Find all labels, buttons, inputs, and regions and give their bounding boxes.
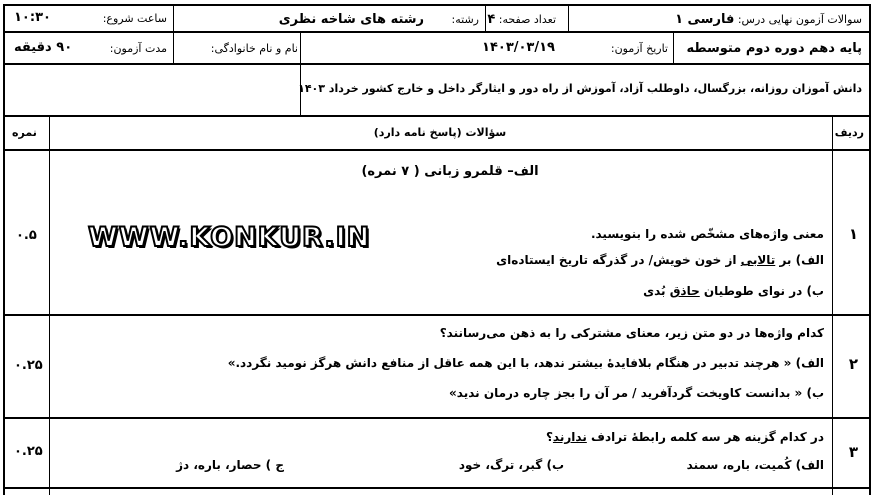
field-value: رشته های شاخه نظری (278, 12, 425, 27)
question-2-prompt: کدام واژه‌ها در دو متن زیر، معنای مشترکی را به ذهن می‌رسانند؟ (439, 326, 824, 340)
column-questions-header: سؤالات (پاسخ نامه دارد) (373, 126, 507, 139)
question-3-option-a: الف) کُمیت، باره، سمند (686, 458, 824, 472)
date-label: تاریخ آزمون: (610, 42, 668, 55)
question-3-option-c: ج ) حصار، باره، دژ (176, 458, 284, 472)
name-label: نام و نام خانوادگی: (210, 42, 298, 55)
question-3-score: ۰.۲۵ (14, 444, 43, 459)
exam-label: سوالات آزمون نهایی درس: (737, 13, 862, 26)
text: ؟ (545, 430, 553, 444)
exam-subject-line (675, 12, 862, 27)
rule-header-2 (3, 63, 871, 65)
start-value: ۱۰:۳۰ (14, 10, 51, 25)
question-2-item-b: ب) « بدانست کاویخت گردآفرید / مر آن را بجز چاره درمان ندید» (449, 386, 824, 400)
grade-level: پایه دهم دوره دوم متوسطه (686, 41, 862, 56)
field-label: رشته: (451, 13, 479, 26)
text: ب) در نوای طوطیان (699, 284, 824, 298)
column-divider-score (49, 116, 50, 495)
divider (673, 32, 674, 64)
border-right (869, 4, 871, 495)
start-label: ساعت شروع: (102, 12, 167, 25)
question-3-option-b: ب) گبر، ترگ، خود (458, 458, 564, 472)
rule-q2 (3, 417, 871, 419)
text: بُدی (643, 284, 670, 298)
border-top (3, 4, 871, 6)
column-row-header: ردیف (834, 126, 864, 139)
section-title: الف– قلمرو زبانی ( ۷ نمره) (361, 164, 539, 179)
pages-value: ۴ (487, 12, 496, 27)
watermark-logo: WWW.KONKUR.IN (88, 222, 371, 253)
pages-line (487, 12, 556, 27)
text: الف) بر (775, 253, 824, 267)
border-left (3, 4, 5, 495)
subject-value: فارسی ۱ (675, 12, 735, 27)
question-1-prompt: معنی واژه‌های مشخّص شده را بنویسید. (590, 227, 824, 241)
divider (173, 5, 174, 32)
divider (173, 32, 174, 64)
duration-value: ۹۰ دقیقه (14, 40, 73, 55)
rule-q1 (3, 314, 871, 316)
question-1-item-b (643, 284, 824, 298)
rule-audience (3, 115, 871, 117)
divider (485, 5, 486, 32)
text: در کدام گزینه هر سه کلمه رابطهٔ ترادف (586, 430, 824, 444)
question-3-number: ۳ (848, 443, 858, 461)
rule-columns (3, 149, 871, 151)
column-score-header: نمره (12, 126, 37, 139)
question-1-score: ۰.۵ (16, 228, 37, 243)
question-2-item-a: الف) « هرچند تدبیر در هنگام بلافایدهٔ بیشتر ندهد، با این همه عاقل از منافع دانش هرگز نومید نگردد.» (227, 356, 824, 370)
question-3-prompt (546, 430, 824, 444)
question-1-marked-word-a: تالابی (740, 253, 776, 267)
text: از خون خویش/ در گذرگه تاریخ ایستاده‌ای (496, 253, 741, 267)
question-1-item-a (496, 253, 824, 267)
divider (568, 5, 569, 32)
duration-label: مدت آزمون: (109, 42, 167, 55)
rule-header-1 (3, 31, 871, 33)
divider (300, 32, 301, 64)
column-divider-row (832, 116, 833, 495)
question-1-number: ۱ (848, 225, 858, 243)
audience-text: دانش آموزان روزانه، بزرگسال، داوطلب آزاد، آموزش از راه دور و ایثارگر داخل و خارج کشور خرداد ۱۴۰۳ (298, 82, 862, 95)
question-1-marked-word-b: حاذق (669, 284, 700, 298)
pages-label: تعداد صفحه: (498, 13, 556, 26)
rule-q3 (3, 487, 871, 489)
field-line (279, 12, 479, 27)
date-value: ۱۴۰۳/۰۳/۱۹ (482, 40, 555, 55)
question-2-score: ۰.۲۵ (14, 358, 43, 373)
question-3-marked-word: ندارند (552, 430, 587, 444)
question-2-number: ۲ (848, 355, 858, 373)
